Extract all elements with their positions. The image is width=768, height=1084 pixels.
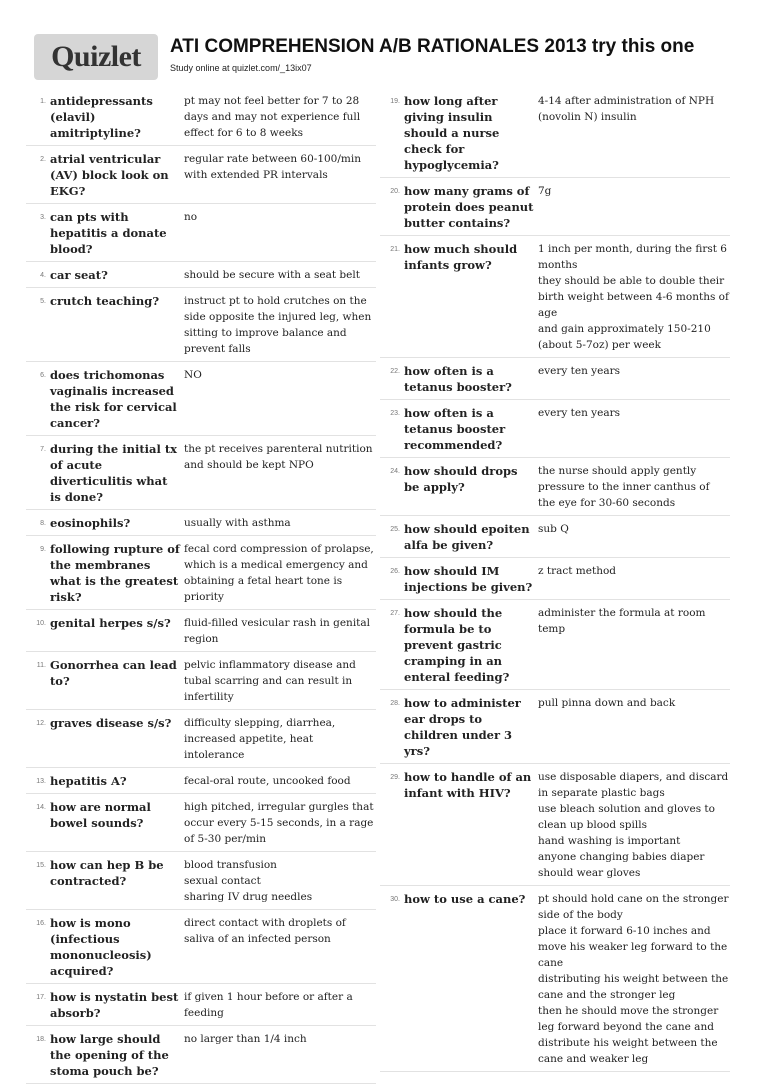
right-card-column (380, 88, 730, 1072)
card-term: how large should the opening of the stoma pouch be? (50, 1032, 169, 1078)
card-definition: z tract method (538, 565, 617, 577)
card-number: 2. (40, 156, 46, 163)
card-number: 22. (390, 368, 400, 375)
card-definition: 1 inch per month, during the first 6 months they should be able to double their birth weight between 4-6 months of age and gain approximately 150-210 (about 5-7oz) per week (538, 243, 729, 351)
card-definition: fecal cord compression of prolapse, which is a medical emergency and obtaining a fetal heart tone is priority (184, 543, 374, 603)
card-term: eosinophils? (50, 516, 131, 530)
card-row (380, 600, 730, 690)
card-definition: pull pinna down and back (538, 697, 676, 709)
card-definition: NO (184, 369, 202, 381)
card-definition: fluid-filled vesicular rash in genital region (184, 617, 371, 645)
card-number: 21. (390, 246, 400, 253)
card-definition: every ten years (538, 407, 620, 419)
card-row (26, 510, 376, 536)
card-row (380, 458, 730, 516)
card-term: how should the formula be to prevent gastric cramping in an enteral feeding? (404, 606, 510, 684)
card-number: 24. (390, 468, 400, 475)
card-definition: instruct pt to hold crutches on the side opposite the injured leg, when sitting to improve balance and prevent falls (184, 295, 372, 355)
card-row (380, 886, 730, 1072)
card-number: 27. (390, 610, 400, 617)
card-number: 14. (36, 804, 46, 811)
card-definition: high pitched, irregular gurgles that occur every 5-15 seconds, in a rage of 5-30 per/min (184, 801, 374, 845)
card-definition: the nurse should apply gently pressure to the inner canthus of the eye for 30-60 seconds (538, 465, 710, 509)
card-definition: pelvic inflammatory disease and tubal scarring and can result in infertility (184, 659, 356, 703)
card-term: antidepressants (elavil) amitriptyline? (50, 94, 153, 140)
card-definition: direct contact with droplets of saliva of an infected person (184, 917, 346, 945)
card-term: crutch teaching? (50, 294, 160, 308)
card-number: 28. (390, 700, 400, 707)
card-term: graves disease s/s? (50, 716, 172, 730)
quizlet-logo[interactable]: Quizlet (34, 34, 158, 80)
card-definition: should be secure with a seat belt (184, 269, 360, 281)
card-number: 25. (390, 526, 400, 533)
card-number: 20. (390, 188, 400, 195)
card-row (26, 262, 376, 288)
card-definition: regular rate between 60-100/min with extended PR intervals (184, 153, 361, 181)
card-definition: if given 1 hour before or after a feeding (184, 991, 353, 1019)
card-definition: blood transfusion sexual contact sharing IV drug needles (184, 859, 313, 903)
card-row (380, 764, 730, 886)
card-row (26, 362, 376, 436)
card-term: genital herpes s/s? (50, 616, 171, 630)
card-row (26, 146, 376, 204)
card-number: 8. (40, 520, 46, 527)
card-number: 26. (390, 568, 400, 575)
card-number: 12. (36, 720, 46, 727)
card-definition: fecal-oral route, uncooked food (184, 775, 351, 787)
card-term: how is mono (infectious mononucleosis) acquired? (50, 916, 152, 978)
card-row (380, 516, 730, 558)
card-definition: usually with asthma (184, 517, 291, 529)
card-row (380, 690, 730, 764)
card-number: 29. (390, 774, 400, 781)
page-title: ATI COMPREHENSION A/B RATIONALES 2013 try this one (170, 36, 695, 57)
card-row (380, 236, 730, 358)
card-term: during the initial tx of acute diverticulitis what is done? (50, 442, 177, 504)
card-term: how often is a tetanus booster? (404, 364, 512, 394)
card-number: 16. (36, 920, 46, 927)
card-term: how can hep B be contracted? (50, 858, 164, 888)
card-row (26, 852, 376, 910)
card-row (380, 358, 730, 400)
card-number: 6. (40, 372, 46, 379)
card-row (26, 710, 376, 768)
card-number: 18. (36, 1036, 46, 1043)
card-row (380, 558, 730, 600)
left-card-column (26, 88, 376, 1084)
card-term: how should drops be apply? (404, 464, 518, 494)
card-definition: use disposable diapers, and discard in separate plastic bags use bleach solution and gloves to clean up blood spills hand washing is important anyone changing babies diaper should wear gloves (538, 771, 729, 879)
card-term: car seat? (50, 268, 108, 282)
card-definition: every ten years (538, 365, 620, 377)
card-number: 15. (36, 862, 46, 869)
card-row (26, 536, 376, 610)
card-definition: pt should hold cane on the stronger side of the body place it forward 6-10 inches and move his weaker leg forward to the cane distributing his weight between the cane and the stronger leg then he should move the stronger leg forward beyond the cane and distribute his weight between the cane and weaker leg (538, 893, 729, 1065)
card-row (380, 88, 730, 178)
card-row (380, 178, 730, 236)
card-term: can pts with hepatitis a donate blood? (50, 210, 167, 256)
card-number: 13. (36, 778, 46, 785)
study-online-link[interactable]: Study online at quizlet.com/_13ix07 (170, 63, 312, 73)
card-row (26, 768, 376, 794)
card-term: does trichomonas vaginalis increased the risk for cervical cancer? (50, 368, 177, 430)
card-row (26, 204, 376, 262)
card-term: Gonorrhea can lead to? (50, 658, 177, 688)
card-number: 4. (40, 272, 46, 279)
card-number: 23. (390, 410, 400, 417)
card-number: 5. (40, 298, 46, 305)
card-number: 1. (40, 98, 46, 105)
card-term: following rupture of the membranes what is the greatest risk? (50, 542, 180, 604)
card-row (26, 910, 376, 984)
card-definition: sub Q (538, 523, 569, 535)
card-term: how long after giving insulin should a nurse check for hypoglycemia? (404, 94, 500, 172)
card-number: 11. (36, 662, 46, 669)
card-number: 3. (40, 214, 46, 221)
card-row (380, 400, 730, 458)
card-row (26, 794, 376, 852)
card-term: how to use a cane? (404, 892, 526, 906)
card-term: how are normal bowel sounds? (50, 800, 151, 830)
page-header (34, 34, 734, 80)
card-number: 19. (390, 98, 400, 105)
card-number: 17. (36, 994, 46, 1001)
card-row (26, 88, 376, 146)
card-definition: no larger than 1/4 inch (184, 1033, 307, 1045)
card-number: 10. (36, 620, 46, 627)
card-term: how often is a tetanus booster recommended? (404, 406, 506, 452)
card-term: how to administer ear drops to children under 3 yrs? (404, 696, 521, 758)
card-term: how is nystatin best absorb? (50, 990, 179, 1020)
card-row (26, 984, 376, 1026)
card-number: 30. (390, 896, 400, 903)
card-definition: 7g (538, 185, 552, 197)
card-term: hepatitis A? (50, 774, 127, 788)
card-number: 7. (40, 446, 46, 453)
card-term: how much should infants grow? (404, 242, 518, 272)
card-term: how to handle of an infant with HIV? (404, 770, 532, 800)
card-term: atrial ventricular (AV) block look on EKG? (50, 152, 169, 198)
card-term: how many grams of protein does peanut butter contains? (404, 184, 534, 230)
card-term: how should epoiten alfa be given? (404, 522, 530, 552)
card-definition: the pt receives parenteral nutrition and should be kept NPO (184, 443, 373, 471)
card-definition: no (184, 211, 198, 223)
card-definition: administer the formula at room temp (538, 607, 706, 635)
card-definition: difficulty slepping, diarrhea, increased appetite, heat intolerance (184, 717, 336, 761)
card-number: 9. (40, 546, 46, 553)
card-row (26, 610, 376, 652)
card-row (26, 288, 376, 362)
card-row (26, 436, 376, 510)
card-definition: 4-14 after administration of NPH (novolin N) insulin (538, 95, 715, 123)
card-term: how should IM injections be given? (404, 564, 533, 594)
card-row (26, 1026, 376, 1084)
card-definition: pt may not feel better for 7 to 28 days and may not experience full effect for 6 to 8 weeks (184, 95, 361, 139)
card-row (26, 652, 376, 710)
